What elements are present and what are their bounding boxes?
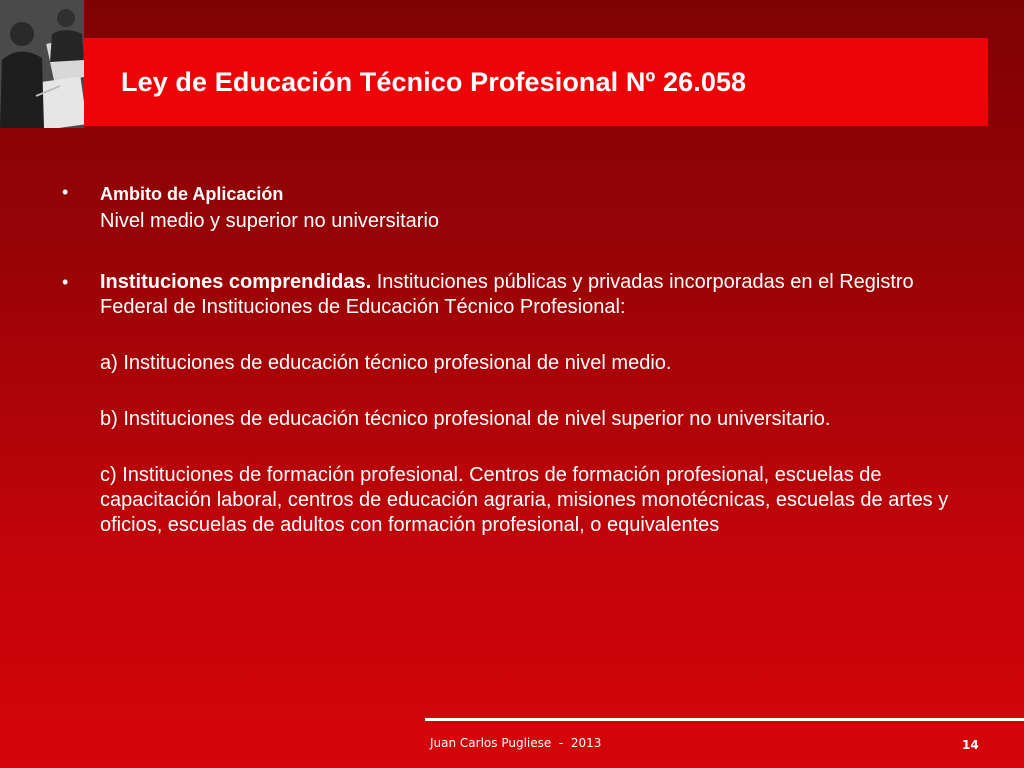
bullet-item-ambito <box>62 180 967 234</box>
footer-author: Juan Carlos Pugliese - 2013 <box>430 736 602 750</box>
bullet-heading: Ambito de Aplicación <box>100 184 284 204</box>
spacer <box>100 320 967 351</box>
header-photo <box>0 0 84 128</box>
bullet-item-body <box>100 270 967 538</box>
slide-title: Ley de Educación Técnico Profesional Nº 26.058 <box>121 66 747 97</box>
bullet-icon: • <box>62 182 69 202</box>
bullet-heading: Instituciones comprendidas. <box>100 271 372 293</box>
footer-divider <box>425 718 1024 721</box>
slide-content <box>62 180 967 538</box>
bullet-item-body <box>100 180 967 234</box>
bullet-text: Instituciones públicas y privadas incorporadas en el Registro Federal de Instituciones de Educación Técnico Profesional: <box>100 271 914 318</box>
title-bar <box>84 38 988 126</box>
bullet-intro <box>100 270 967 320</box>
list-item-a: a) Instituciones de educación técnico profesional de nivel medio. <box>100 352 672 374</box>
bullet-item-instituciones <box>62 270 967 538</box>
list-item-b: b) Instituciones de educación técnico profesional de nivel superior no universitario. <box>100 408 831 430</box>
page-number: 14 <box>962 738 979 752</box>
students-photo-illustration <box>0 0 84 128</box>
bullet-text: Nivel medio y superior no universitario <box>100 210 440 232</box>
list-item-c: c) Instituciones de formación profesional. Centros de formación profesional, escuelas de capacitación laboral, centros de educación agraria, misiones monotécnicas, escuelas de artes y oficios, escuelas de adultos con formación profesional, o equivalentes <box>100 464 949 536</box>
bullet-icon: • <box>62 272 69 292</box>
